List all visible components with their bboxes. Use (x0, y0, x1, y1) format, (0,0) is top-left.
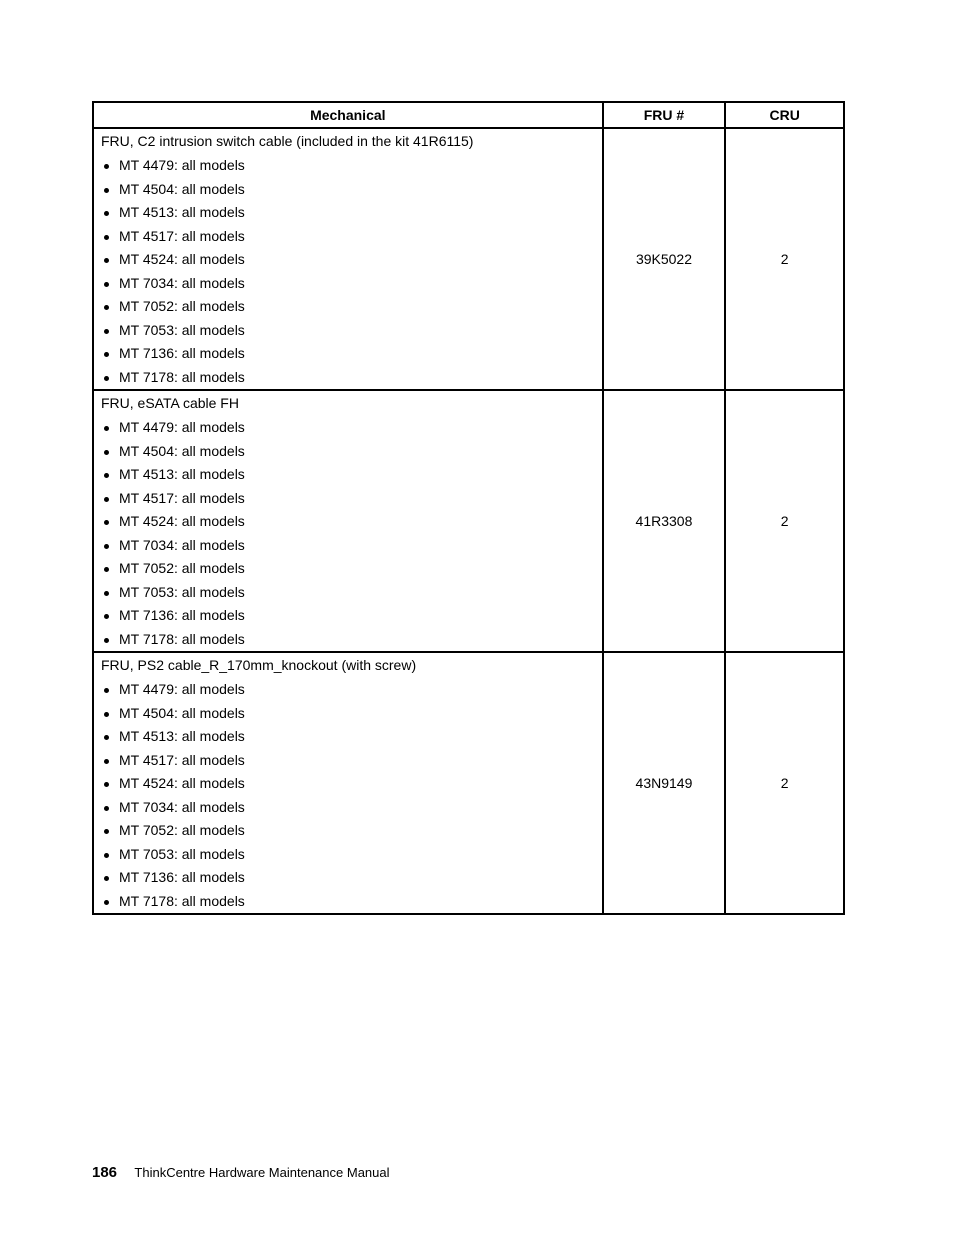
model-list-item: MT 7178: all models (101, 628, 602, 652)
part-title: FRU, C2 intrusion switch cable (included in the kit 41R6115) (101, 133, 474, 149)
model-list-item: MT 4513: all models (101, 463, 602, 487)
table-header-row (93, 102, 844, 128)
header-cru: CRU (725, 102, 844, 128)
model-list (101, 154, 602, 389)
manual-title: ThinkCentre Hardware Maintenance Manual (134, 1165, 390, 1180)
table-row (93, 128, 844, 390)
model-list-item: MT 4524: all models (101, 772, 602, 796)
model-list (101, 416, 602, 651)
fru-parts-table (92, 101, 845, 915)
page-number: 186 (92, 1164, 118, 1181)
model-list-item: MT 4517: all models (101, 749, 602, 773)
fru-number-cell: 41R3308 (603, 390, 726, 652)
model-list-item: MT 4524: all models (101, 510, 602, 534)
cru-cell: 2 (725, 128, 844, 390)
model-list-item: MT 4517: all models (101, 487, 602, 511)
model-list-item: MT 4504: all models (101, 178, 602, 202)
table-row (93, 652, 844, 914)
model-list-item: MT 7034: all models (101, 534, 602, 558)
model-list-item: MT 7052: all models (101, 557, 602, 581)
header-mechanical: Mechanical (93, 102, 603, 128)
model-list-item: MT 4479: all models (101, 416, 602, 440)
table-row (93, 390, 844, 652)
mechanical-cell (93, 652, 603, 914)
mechanical-cell (93, 390, 603, 652)
model-list-item: MT 4479: all models (101, 154, 602, 178)
model-list-item: MT 7052: all models (101, 819, 602, 843)
model-list-item: MT 7053: all models (101, 843, 602, 867)
part-title: FRU, eSATA cable FH (101, 395, 239, 411)
page-footer (92, 1164, 390, 1181)
fru-number-cell: 39K5022 (603, 128, 726, 390)
model-list-item: MT 7136: all models (101, 866, 602, 890)
model-list-item: MT 4513: all models (101, 201, 602, 225)
model-list-item: MT 4524: all models (101, 248, 602, 272)
model-list-item: MT 7034: all models (101, 796, 602, 820)
fru-number-cell: 43N9149 (603, 652, 726, 914)
model-list-item: MT 7136: all models (101, 604, 602, 628)
model-list-item: MT 4513: all models (101, 725, 602, 749)
cru-cell: 2 (725, 390, 844, 652)
model-list-item: MT 4504: all models (101, 440, 602, 464)
mechanical-cell (93, 128, 603, 390)
model-list-item: MT 7053: all models (101, 319, 602, 343)
model-list-item: MT 7034: all models (101, 272, 602, 296)
model-list (101, 678, 602, 913)
model-list-item: MT 4517: all models (101, 225, 602, 249)
model-list-item: MT 7178: all models (101, 366, 602, 390)
model-list-item: MT 4479: all models (101, 678, 602, 702)
model-list-item: MT 7053: all models (101, 581, 602, 605)
header-fru-number: FRU # (603, 102, 726, 128)
part-title: FRU, PS2 cable_R_170mm_knockout (with screw) (101, 657, 417, 673)
model-list-item: MT 4504: all models (101, 702, 602, 726)
model-list-item: MT 7178: all models (101, 890, 602, 914)
cru-cell: 2 (725, 652, 844, 914)
model-list-item: MT 7136: all models (101, 342, 602, 366)
model-list-item: MT 7052: all models (101, 295, 602, 319)
